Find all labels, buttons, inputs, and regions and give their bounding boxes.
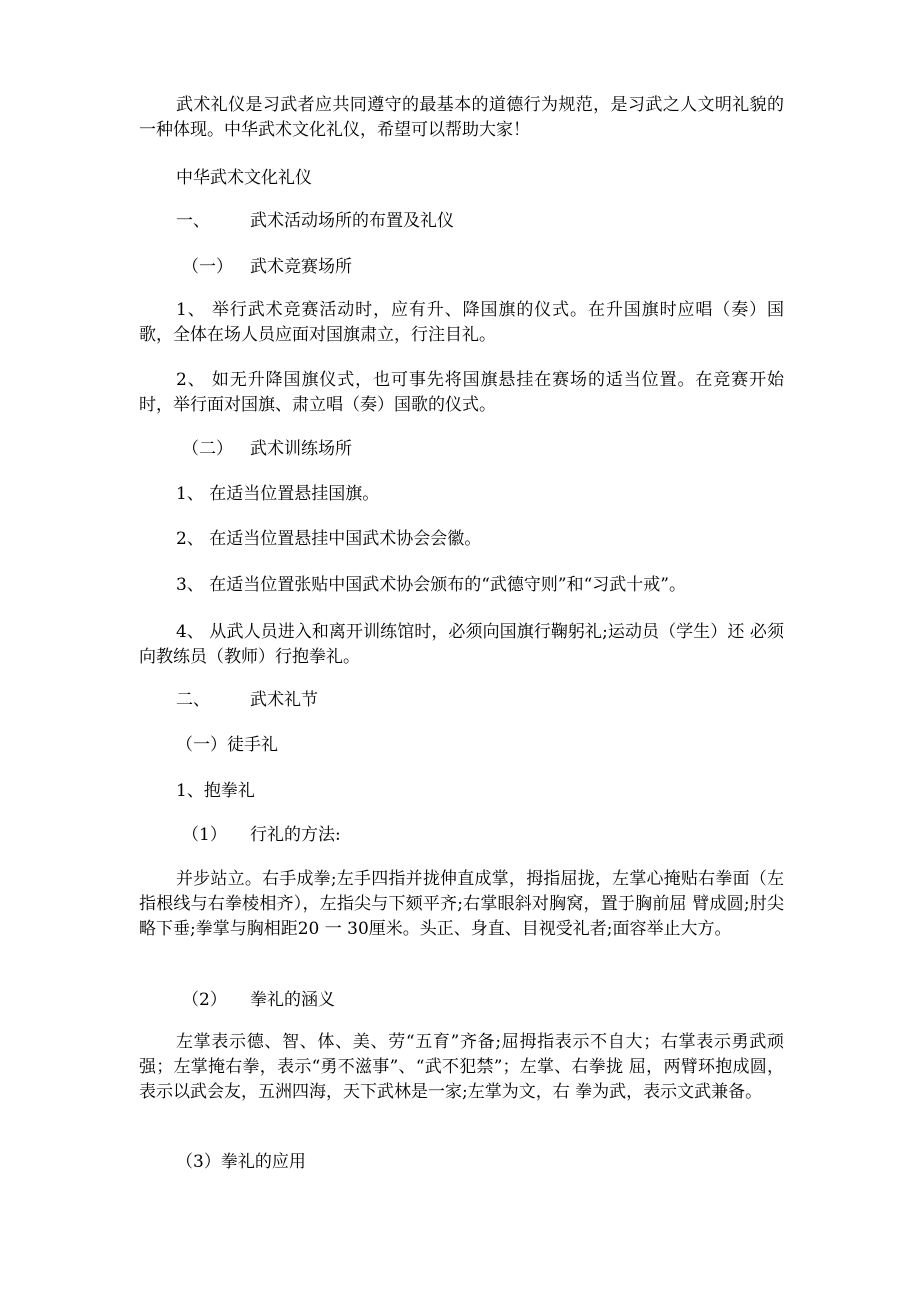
list-item: 2、 在适当位置悬挂中国武术协会会徽。 — [176, 529, 482, 549]
section-1-heading — [176, 209, 454, 234]
section-1-title: 武术活动场所的布置及礼仪 — [250, 211, 454, 231]
subsection-1-1-title: 武术竞赛场所 — [250, 257, 352, 277]
list-item: 4、 从武人员进入和离开训练馆时，必须向国旗行鞠躬礼;运动员（学生）还 必须向教练员（教师）行抱拳礼。 — [139, 622, 784, 667]
subsection-1-1-number: （一） — [182, 257, 233, 277]
subsection-1-2-heading — [176, 437, 352, 462]
meaning-paragraph: 左掌表示德、智、体、美、劳“五育”齐备;屈拇指表示不自大；右掌表示勇武顽强；左掌掩右拳，表示“勇不滋事”、“武不犯禁”；左掌、右拳拢 屈，两臂环抱成圆，表示以武会友，五洲四海，天下武林是一家;左掌为文，右 拳为武，表示文武兼备。 — [139, 1032, 784, 1102]
method-title: 行礼的方法: — [250, 825, 341, 845]
document-title: 中华武术文化礼仪 — [176, 168, 312, 188]
method-heading — [176, 823, 341, 848]
meaning-number: （2） — [182, 990, 227, 1010]
meaning-heading — [176, 988, 335, 1013]
meaning-title: 拳礼的涵义 — [250, 990, 335, 1010]
list-item: 1、 在适当位置悬挂国旗。 — [176, 484, 380, 504]
intro-paragraph: 武术礼仪是习武者应共同遵守的最基本的道德行为规范，是习武之人文明礼貌的一种体现。中华武术文化礼仪，希望可以帮助大家！ — [139, 95, 784, 140]
section-2-title: 武术礼节 — [250, 690, 318, 710]
section-2-heading — [176, 688, 318, 713]
list-item: 2、 如无升降国旗仪式，也可事先将国旗悬挂在赛场的适当位置。在竞赛开始时，举行面对国旗、肃立唱（奏）国歌的仪式。 — [139, 370, 784, 415]
subsection-1-2-number: （二） — [182, 439, 233, 459]
list-item: 1、 举行武术竞赛活动时，应有升、降国旗的仪式。在升国旗时应唱（奏）国歌，全体在场人员应面对国旗肃立，行注目礼。 — [139, 300, 784, 345]
method-number: （1） — [182, 825, 227, 845]
subsection-1-2-title: 武术训练场所 — [250, 439, 352, 459]
item-heading: 1、抱拳礼 — [176, 781, 255, 801]
section-2-number: 二、 — [176, 690, 210, 710]
application-heading: （3）拳礼的应用 — [176, 1152, 306, 1172]
list-item: 3、 在适当位置张贴中国武术协会颁布的“武德守则”和“习武十戒”。 — [176, 575, 686, 595]
method-paragraph: 并步站立。右手成拳;左手四指并拢伸直成掌，拇指屈拢，左掌心掩贴右拳面（左指根线与右拳棱相齐），左指尖与下颏平齐;右掌眼斜对胸窝，置于胸前屈 臂成圆;肘尖略下垂;拳掌与胸相距20 一 30厘米。头正、身直、目视受礼者;面容举止大方。 — [139, 869, 784, 939]
subsection-1-1-heading — [176, 255, 352, 280]
subsection-2-1-heading: （一）徒手礼 — [176, 735, 278, 755]
section-1-number: 一、 — [176, 211, 210, 231]
